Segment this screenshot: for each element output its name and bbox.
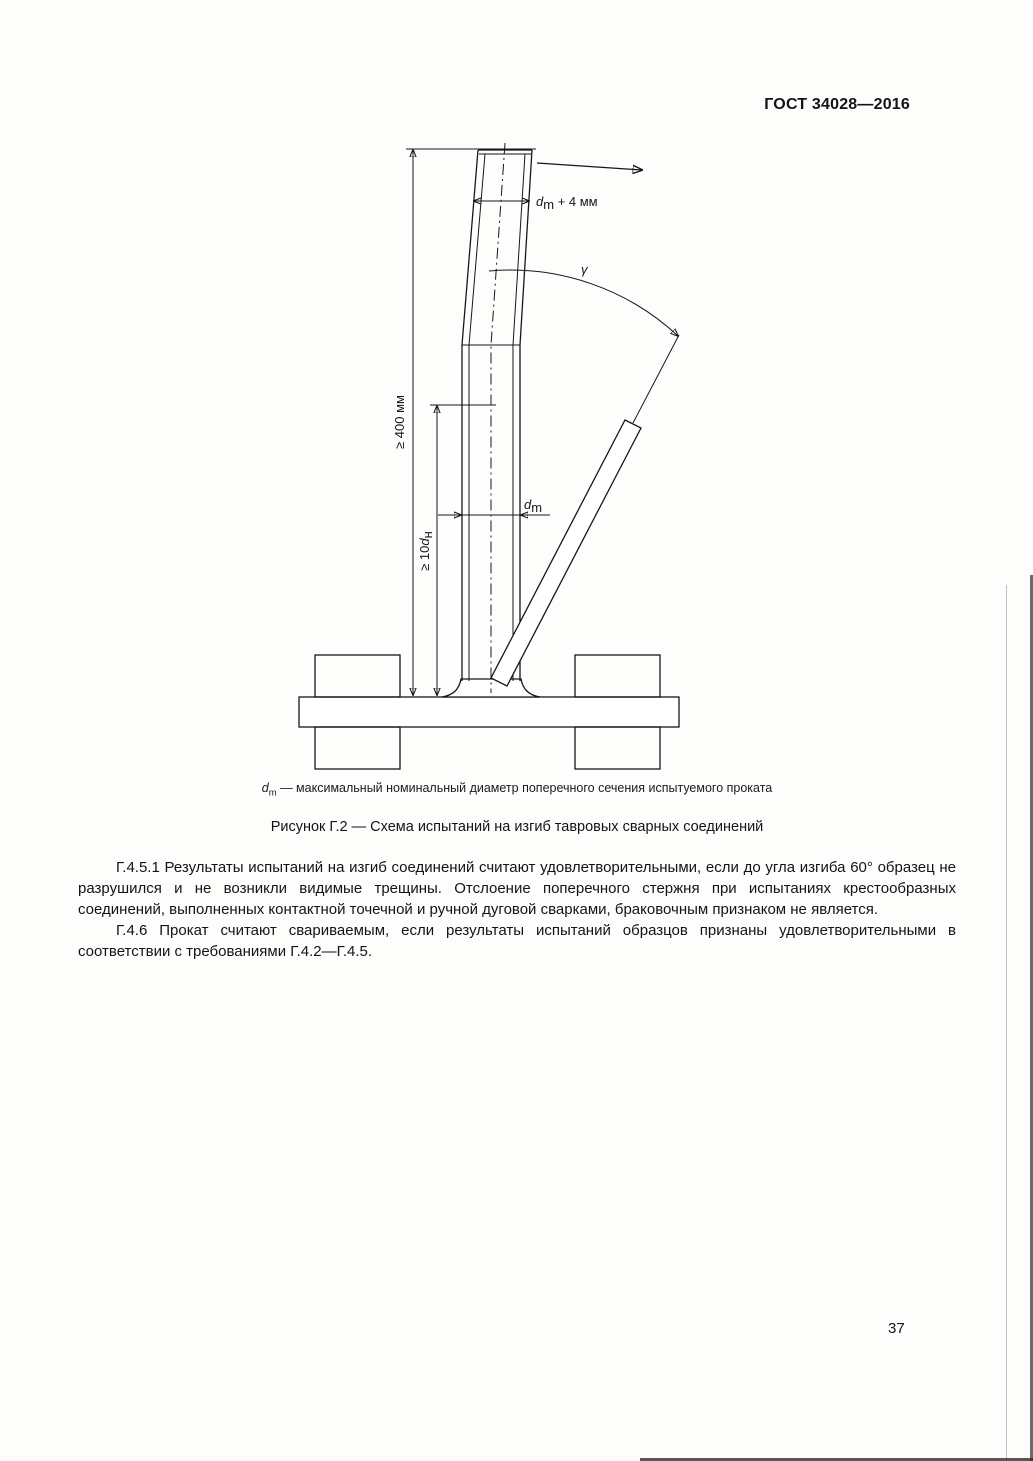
dimension-top-width (474, 194, 598, 212)
paragraph-g-4-5-1: Г.4.5.1 Результаты испытаний на изгиб соединений считают удовлетворительными, если до угла изгиба 60° образец не разрушился и не возникли видимые трещины. Отслоение поперечного стержня при испытаниях крестообразных соединений, выполненных контактной точечной и ручной дуговой сварками, браковочным признаком не является. (78, 859, 956, 918)
label-free-length: ≥ 10dн (417, 531, 435, 571)
bend-direction-arrow (537, 163, 642, 170)
dimension-diameter (438, 497, 550, 515)
caption-term-sub: m (268, 787, 277, 799)
figure-caption (78, 781, 956, 799)
caption-text: — максимальный номинальный диаметр поперечного сечения испытуемого проката (276, 781, 773, 795)
body-text (78, 857, 956, 962)
label-height-400: ≥ 400 мм (392, 395, 407, 449)
paragraph-g-4-6: Г.4.6 Прокат считают свариваемым, если результаты испытаний образцов признаны удовлетворительными в соответствии с требованиями Г.4.2—Г.4.5. (78, 922, 956, 960)
specimen-centerline (491, 143, 505, 693)
bend-lever (491, 335, 679, 686)
label-diameter: dm (524, 497, 543, 515)
base-plate (299, 697, 679, 727)
document-header: ГОСТ 34028—2016 (764, 96, 910, 113)
caption-term: d (261, 781, 269, 795)
page-number: 37 (888, 1320, 905, 1337)
weld-fillet (442, 679, 540, 697)
bend-test-diagram (290, 135, 690, 785)
dimension-height-400 (392, 149, 536, 695)
scan-artifact-right-line (1006, 585, 1007, 1461)
label-top-width: dm + 4 мм (536, 194, 598, 212)
label-bend-angle: γ (581, 262, 588, 277)
specimen-bar (462, 150, 532, 681)
dimension-free-length-10d (417, 405, 496, 695)
figure-title: Рисунок Г.2 — Схема испытаний на изгиб тавровых сварных соединений (270, 819, 764, 835)
